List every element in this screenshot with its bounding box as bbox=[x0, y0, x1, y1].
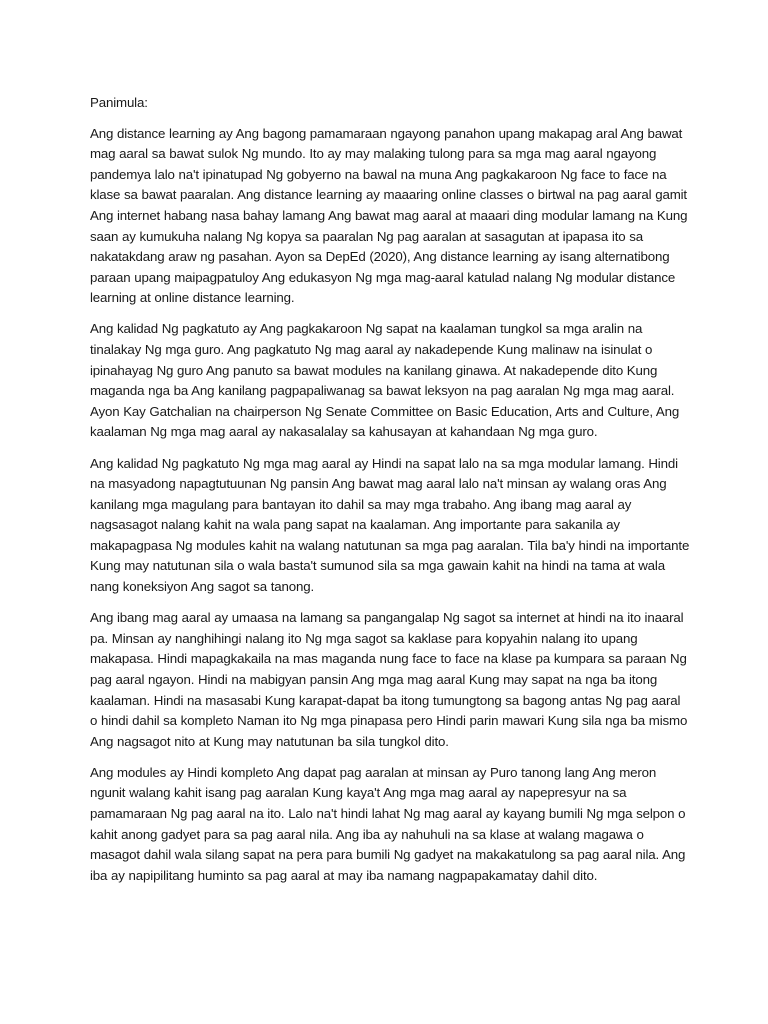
document-heading: Panimula: bbox=[90, 95, 148, 110]
paragraph-4: Ang ibang mag aaral ay umaasa na lamang sa pangangalap Ng sagot sa internet at hindi na ito inaaral pa. Minsan ay nanghihingi nalang ito Ng mga sagot sa kaklase para kopyahin nalang ito upang makapasa. Hindi mapagkakaila na mas maganda nung face to face na klase pa kumpara sa paraan Ng pag aaral ngayon. Hindi na mabigyan pansin Ang mga mag aaral Kung may sapat na nga ba itong kaalaman. Hindi na masasabi Kung karapat-dapat ba itong tumungtong sa bagong antas Ng pag aaral o hindi dahil sa kompleto Naman ito Ng mga pinapasa pero Hindi parin mawari Kung sila nga ba mismo Ang nagsagot nito at Kung may natutunan ba sila tungkol dito. bbox=[90, 610, 688, 749]
document-page bbox=[90, 93, 690, 897]
paragraph-2: Ang kalidad Ng pagkatuto ay Ang pagkakaroon Ng sapat na kaalaman tungkol sa mga aralin na tinalakay Ng mga guro. Ang pagkatuto Ng mag aaral ay nakadepende Kung malinaw na isinulat o ipinahayag Ng guro Ang panuto sa bawat modules na kanilang ginawa. At nakadepende dito Kung maganda nga ba Ang kanilang pagpapaliwanag sa bawat leksyon na pag aaralan Ng mga mag aaral. Ayon Kay Gatchalian na chairperson Ng Senate Committee on Basic Education, Arts and Culture, Ang kaalaman Ng mga mag aaral ay nakasalalay sa kahusayan at kahandaan Ng mga guro. bbox=[90, 321, 680, 440]
paragraph-5: Ang modules ay Hindi kompleto Ang dapat pag aaralan at minsan ay Puro tanong lang Ang meron ngunit walang kahit isang pag aaralan Kung kaya't Ang mga mag aaral ay napepresyur na sa pamamaraan Ng pag aaral na ito. Lalo na't hindi lahat Ng mag aaral ay kayang bumili Ng mga selpon o kahit anong gadyet para sa pag aaral nila. Ang iba ay nahuhuli na sa klase at walang magawa o masagot dahil wala silang sapat na pera para bumili Ng gadyet na makakatulong sa pag aaral nila. Ang iba ay napipilitang huminto sa pag aaral at may iba namang nagpapakamatay dahil dito. bbox=[90, 764, 686, 883]
paragraph-1: Ang distance learning ay Ang bagong pamamaraan ngayong panahon upang makapag aral Ang bawat mag aaral sa bawat sulok Ng mundo. Ito ay may malaking tulong para sa mga mag aaral ngayong pandemya lalo na't ipinatupad Ng gobyerno na bawal na muna Ang pagkakaroon Ng face to face na klase sa bawat paaralan. Ang distance learning ay maaaring online classes o birtwal na pag aaral gamit Ang internet habang nasa bahay lamang Ang bawat mag aaral at maaari ding modular lamang na Kung saan ay kumukuha nalang Ng kopya sa paaralan Ng pag aaralan at sasagutan at ipapasa ito sa nakatakdang araw ng pasahan. Ayon sa DepEd (2020), Ang distance learning ay isang alternatibong paraan upang maipagpatuloy Ang edukasyon Ng mga mag-aaral katulad nalang Ng modular distance learning at online distance learning. bbox=[90, 125, 688, 306]
paragraph-3: Ang kalidad Ng pagkatuto Ng mga mag aaral ay Hindi na sapat lalo na sa mga modular lamang. Hindi na masyadong napagtutuunan Ng pansin Ang bawat mag aaral lalo na't minsan ay walang oras Ang kanilang mga magulang para bantayan ito dahil sa may mga trabaho. Ang ibang mag aaral ay nagsasagot nalang kahit na wala pang sapat na kaalaman. Ang importante para sakanila ay makapagpasa Ng modules kahit na walang natutunan sa mga pag aaralan. Tila ba'y hindi na importante Kung may natutunan sila o wala basta't sumunod sila sa mga gawain kahit na hindi na tama at wala nang koneksiyon Ang sagot sa tanong. bbox=[90, 455, 690, 595]
